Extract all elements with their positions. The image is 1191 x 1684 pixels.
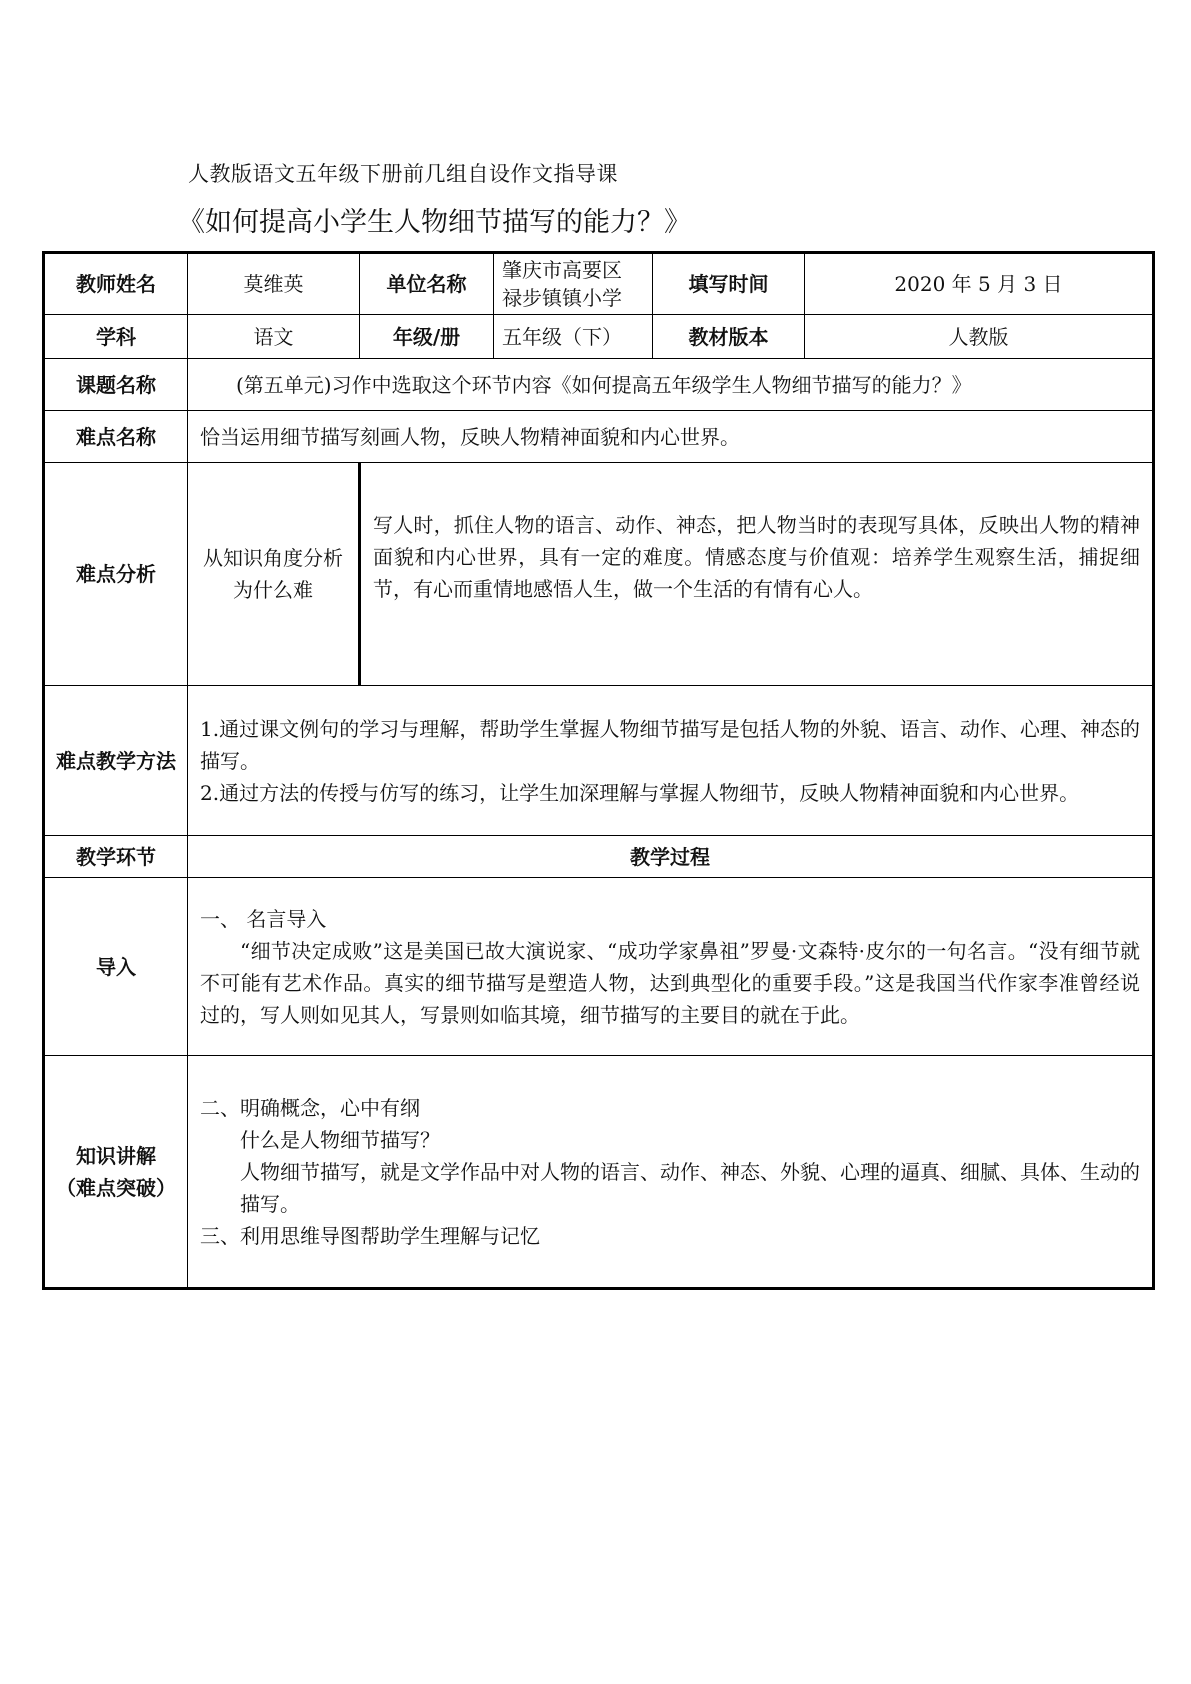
knowledge-label-line2: （难点突破）: [56, 1175, 176, 1200]
topic-value: (第五单元)习作中选取这个环节内容《如何提高五年级学生人物细节描写的能力？》: [188, 359, 1154, 411]
intro-heading: 一、 名言导入: [200, 906, 327, 931]
process-header-row: [44, 836, 1154, 878]
teaching-process-header: 教学过程: [188, 836, 1154, 878]
knowledge-label-line1: 知识讲解: [76, 1143, 156, 1168]
teacher-name-label: 教师姓名: [44, 253, 188, 315]
subject-value: 语文: [188, 315, 360, 359]
edition-label: 教材版本: [653, 315, 805, 359]
lesson-plan-table: [42, 251, 1155, 1290]
grade-value: 五年级（下）: [494, 315, 653, 359]
difficulty-value: 恰当运用细节描写刻画人物，反映人物精神面貌和内心世界。: [188, 411, 1154, 463]
subject-label: 学科: [44, 315, 188, 359]
knowledge-label: [44, 1056, 188, 1289]
method-text: [188, 686, 1154, 836]
knowledge-heading-3: 三、利用思维导图帮助学生理解与记忆: [200, 1223, 540, 1248]
intro-row: [44, 878, 1154, 1056]
knowledge-row: [44, 1056, 1154, 1289]
difficulty-label: 难点名称: [44, 411, 188, 463]
info-row-2: [44, 315, 1154, 359]
knowledge-definition: 人物细节描写，就是文学作品中对人物的语言、动作、神态、外貌、心理的逼真、细腻、具体、生动的描写。: [240, 1159, 1140, 1216]
edition-value: 人教版: [805, 315, 1154, 359]
topic-row: [44, 359, 1154, 411]
analysis-row: [44, 463, 1154, 686]
document-title: 《如何提高小学生人物细节描写的能力？》: [178, 207, 691, 238]
teaching-step-header: 教学环节: [44, 836, 188, 878]
method-item-1: 1.通过课文例句的学习与理解，帮助学生掌握人物细节描写是包括人物的外貌、语言、动作、心理、神态的描写。: [200, 716, 1140, 773]
analysis-sub-label-line2: 为什么难: [233, 578, 313, 602]
document-subtitle: 人教版语文五年级下册前几组自设作文指导课: [188, 162, 618, 186]
intro-text: “细节决定成败”这是美国已故大演说家、“成功学家鼻祖”罗曼·文森特·皮尔的一句名言。“没有细节就不可能有艺术作品。真实的细节描写是塑造人物，达到典型化的重要手段。”这是我国当代作家李准曾经说过的，写人则如见其人，写景则如临其境，细节描写的主要目的就在于此。: [200, 938, 1140, 1027]
analysis-label: 难点分析: [44, 463, 188, 686]
fill-date-label: 填写时间: [653, 253, 805, 315]
analysis-sub-label: [188, 463, 360, 686]
method-row: [44, 686, 1154, 836]
knowledge-heading-2: 二、明确概念，心中有纲: [200, 1095, 420, 1120]
method-item-2: 2.通过方法的传授与仿写的练习，让学生加深理解与掌握人物细节，反映人物精神面貌和内心世界。: [200, 780, 1080, 805]
intro-content: [188, 878, 1154, 1056]
analysis-sub-label-line1: 从知识角度分析: [203, 546, 343, 570]
unit-name-label: 单位名称: [360, 253, 494, 315]
unit-name-line2: 禄步镇镇小学: [502, 286, 622, 310]
method-label: 难点教学方法: [44, 686, 188, 836]
fill-date-value: 2020 年 5 月 3 日: [805, 253, 1154, 315]
topic-label: 课题名称: [44, 359, 188, 411]
teacher-name-value: 莫维英: [188, 253, 360, 315]
unit-name-line1: 肇庆市高要区: [502, 258, 622, 282]
analysis-text: 写人时，抓住人物的语言、动作、神态，把人物当时的表现写具体，反映出人物的精神面貌和内心世界，具有一定的难度。情感态度与价值观：培养学生观察生活，捕捉细节，有心而重情地感悟人生，做一个生活的有情有心人。: [360, 463, 1154, 686]
knowledge-content: [188, 1056, 1154, 1289]
intro-label: 导入: [44, 878, 188, 1056]
knowledge-question: 什么是人物细节描写？: [240, 1127, 440, 1152]
unit-name-value: [494, 253, 653, 315]
grade-label: 年级/册: [360, 315, 494, 359]
info-row-1: [44, 253, 1154, 315]
difficulty-row: [44, 411, 1154, 463]
